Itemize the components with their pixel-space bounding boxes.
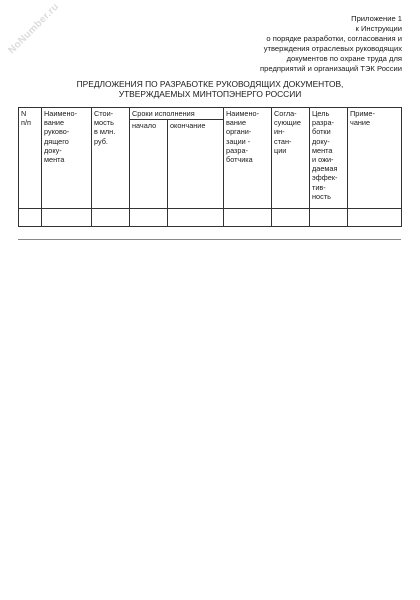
appendix-line: Приложение 1 bbox=[351, 14, 402, 23]
title-line: УТВЕРЖДАЕМЫХ МИНТОПЭНЕРГО РОССИИ bbox=[118, 89, 302, 99]
table-cell bbox=[92, 209, 130, 227]
table-cell bbox=[310, 209, 348, 227]
header-cost: Стои- мость в млн. руб. bbox=[92, 108, 130, 209]
table-cell bbox=[168, 209, 224, 227]
header-deadlines: Сроки исполнения bbox=[130, 108, 224, 120]
table-cell bbox=[272, 209, 310, 227]
document-title bbox=[0, 79, 420, 99]
appendix-line: о порядке разработки, согласования и bbox=[266, 34, 402, 43]
appendix-line: утверждения отраслевых руководящих bbox=[263, 44, 402, 53]
header-developer-org: Наимено- вание органи- зации - разра- ботчика bbox=[224, 108, 272, 209]
table-cell bbox=[19, 209, 42, 227]
horizontal-rule bbox=[18, 239, 401, 240]
header-approving-bodies: Согла- сующие ин- стан- ции bbox=[272, 108, 310, 209]
table-cell bbox=[224, 209, 272, 227]
header-document-name: Наимено- вание руково- дящего доку- мента bbox=[42, 108, 92, 209]
title-line: ПРЕДЛОЖЕНИЯ ПО РАЗРАБОТКЕ РУКОВОДЯЩИХ ДОКУМЕНТОВ, bbox=[76, 79, 344, 89]
proposals-table bbox=[18, 107, 402, 227]
header-num: N п/п bbox=[19, 108, 42, 209]
appendix-line: предприятий и организаций ТЭК России bbox=[260, 64, 402, 73]
header-note: Приме- чание bbox=[348, 108, 402, 209]
header-goal: Цель разра- ботки доку- мента и ожи- даемая эффек- тив- ность bbox=[310, 108, 348, 209]
watermark: NoNumber.ru bbox=[6, 1, 62, 57]
appendix-note bbox=[162, 14, 402, 74]
table-row bbox=[19, 209, 402, 227]
appendix-line: документов по охране труда для bbox=[286, 54, 402, 63]
table-cell bbox=[42, 209, 92, 227]
header-end: окончание bbox=[168, 120, 224, 209]
appendix-line: к Инструкции bbox=[355, 24, 402, 33]
table-cell bbox=[348, 209, 402, 227]
header-start: начало bbox=[130, 120, 168, 209]
table-cell bbox=[130, 209, 168, 227]
